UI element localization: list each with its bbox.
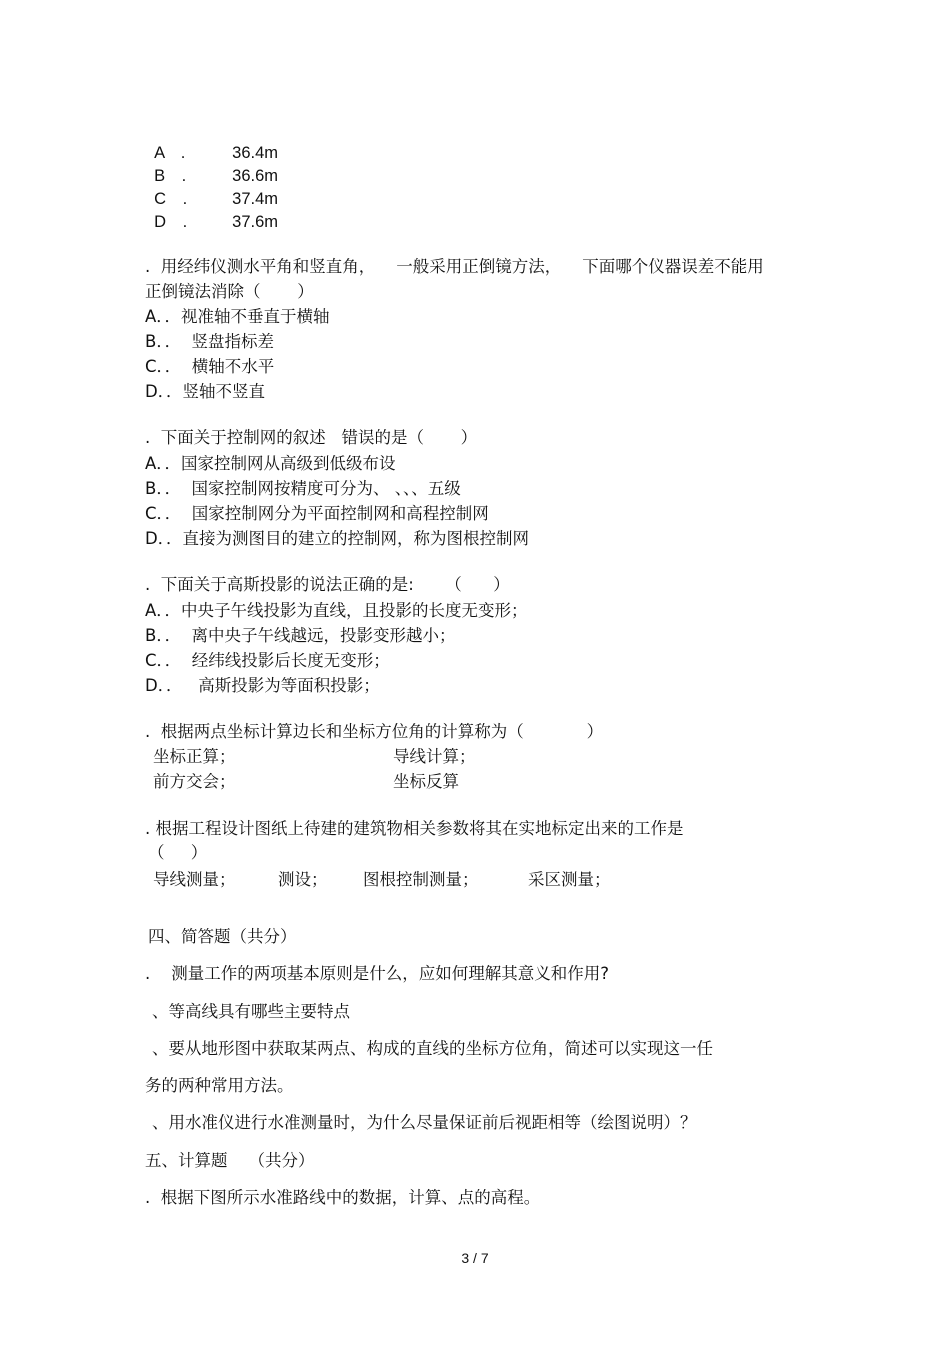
option-c: 图根控制测量； bbox=[363, 870, 479, 889]
option-value: 37.4m bbox=[232, 190, 279, 208]
option-label: D . bbox=[154, 213, 188, 231]
option-d bbox=[145, 189, 278, 233]
calc-question-1: . 根据下图所示水准路线中的数据，计算、点的高程。 bbox=[145, 1188, 541, 1207]
page-number: 3 / 7 bbox=[461, 1250, 489, 1266]
question-stem: . 用经纬仪测水平角和竖直角， 一般采用正倒镜方法， 下面哪个仪器误差不能用 bbox=[145, 257, 764, 276]
option-d: 采区测量； bbox=[528, 870, 611, 889]
question-stem: . 根据两点坐标计算边长和坐标方位角的计算称为（ ） bbox=[145, 722, 604, 741]
question-stem: . 下面关于控制网的叙述 错误的是（ ） bbox=[145, 428, 478, 447]
option-a: 导线测量； bbox=[153, 870, 236, 889]
option-c: C．． 横轴不水平 bbox=[145, 357, 275, 376]
option-b: B．． 竖盘指标差 bbox=[145, 332, 275, 351]
short-question-3-cont: 务的两种常用方法。 bbox=[145, 1076, 294, 1095]
option-a: 坐标正算； bbox=[153, 747, 236, 766]
option-b: B．． 离中央子午线越远，投影变形越小； bbox=[145, 626, 456, 645]
option-d: D．．竖轴不竖直 bbox=[145, 382, 265, 401]
option-a: A．．国家控制网从高级到低级布设 bbox=[145, 454, 396, 473]
option-value: 36.6m bbox=[232, 167, 279, 185]
option-b: B．． 国家控制网按精度可分为、 、、、五级 bbox=[145, 479, 461, 498]
question-stem-cont: 正倒镜法消除（ ） bbox=[145, 282, 314, 301]
option-label: B . bbox=[154, 167, 187, 185]
option-b: 测设； bbox=[278, 870, 328, 889]
option-d: D．． 高斯投影为等面积投影； bbox=[145, 676, 380, 695]
option-label: A . bbox=[154, 144, 186, 162]
option-c: C．． 国家控制网分为平面控制网和高程控制网 bbox=[145, 504, 489, 523]
option-c: C．． 经纬线投影后长度无变形； bbox=[145, 651, 390, 670]
option-a: A．．中央子午线投影为直线，且投影的长度无变形； bbox=[145, 601, 528, 620]
question-stem: . 下面关于高斯投影的说法正确的是: （ ） bbox=[145, 575, 510, 594]
short-question-2: 、等高线具有哪些主要特点 bbox=[152, 1002, 350, 1021]
section-title: 五、计算题 （共分） bbox=[145, 1151, 315, 1170]
option-value: 37.6m bbox=[232, 213, 279, 231]
option-a: A．．视准轴不垂直于横轴 bbox=[145, 307, 330, 326]
section-title: 四、简答题（共分） bbox=[148, 927, 297, 946]
option-c: 前方交会； bbox=[153, 772, 236, 791]
option-d: 坐标反算 bbox=[393, 772, 459, 791]
question-stem: . 根据工程设计图纸上待建的建筑物相关参数将其在实地标定出来的工作是 bbox=[145, 819, 684, 838]
option-value: 36.4m bbox=[232, 144, 279, 162]
short-question-4: 、用水准仪进行水准测量时，为什么尽量保证前后视距相等（绘图说明）？ bbox=[152, 1113, 697, 1132]
option-label: C . bbox=[154, 190, 188, 208]
short-question-3: 、要从地形图中获取某两点、构成的直线的坐标方位角，简述可以实现这一任 bbox=[152, 1039, 713, 1058]
short-question-1: . 测量工作的两项基本原则是什么，应如何理解其意义和作用? bbox=[145, 964, 609, 983]
option-d: D．．直接为测图目的建立的控制网，称为图根控制网 bbox=[145, 529, 529, 548]
option-b: 导线计算； bbox=[393, 747, 476, 766]
answer-paren: （ ） bbox=[148, 843, 208, 862]
